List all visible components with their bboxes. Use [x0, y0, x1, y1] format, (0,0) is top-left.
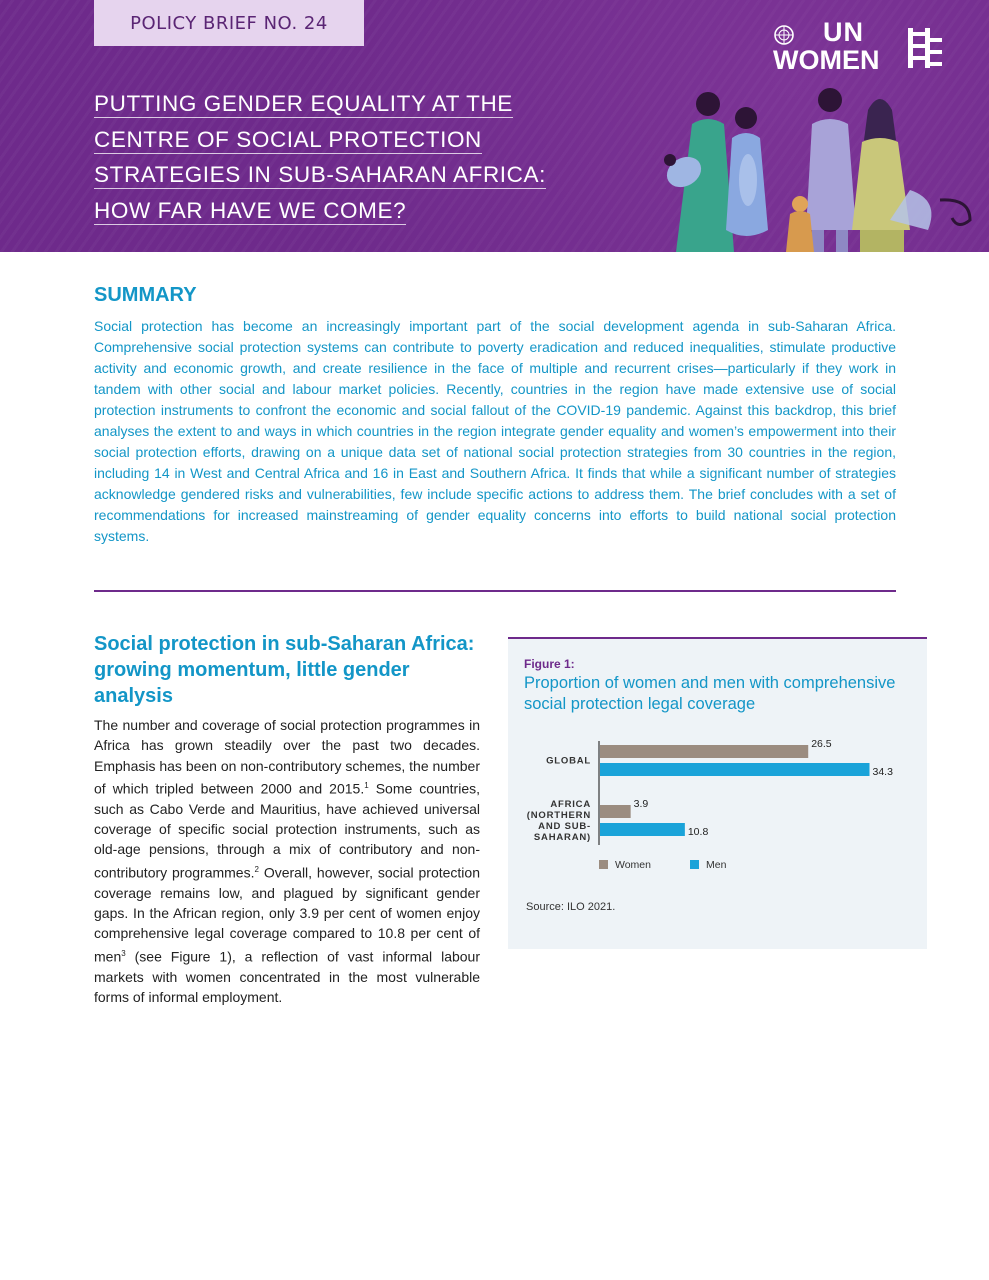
logo-women-text: WOMEN — [773, 45, 880, 75]
paragraph-text: Overall, however, social protection coverage remains low, and plagued by significant gender gaps. In the African region, only 3.9 per cent of women enjoy comprehensive legal coverage compared to 10.8 per cent of men — [94, 864, 480, 965]
chart-category-label: GLOBAL — [546, 755, 591, 767]
figure-source: Source: ILO 2021. — [526, 901, 616, 913]
chart-bar-women — [600, 805, 631, 818]
summary-heading: SUMMARY — [94, 284, 197, 306]
coverage-bar-chart — [508, 729, 927, 879]
chart-bar-women — [600, 745, 808, 758]
summary-paragraph: Social protection has become an increasingly important part of the social development agenda in sub-Saharan Africa. Comprehensive social protection systems can contribute to poverty eradication and reduced inequalities, stimulate productive activity and economic growth, and create resilience in the face of multiple and recurrent crises—particularly if they work in tandem with other social and labour market policies. Recently, countries in the region have made extensive use of social protection instruments to confront the economic and social fallout of the COVID-19 pandemic. Against this backdrop, this brief analyses the extent to and ways in which countries in the region integrate gender equality and women’s empowerment into their social protection efforts, drawing on a unique data set of national social protection strategies from 30 countries in the region, including 14 in West and Central Africa and 16 in East and Southern Africa. It finds that while a significant number of strategies acknowledge gendered risks and vulnerabilities, few include specific actions to address them. The brief concludes with a set of recommendations for increased mainstreaming of gender equality concerns into efforts to build national social protection systems. — [94, 318, 896, 544]
women-group-illustration — [640, 80, 980, 252]
chart-bar-men — [600, 763, 870, 776]
title-line-1: PUTTING GENDER EQUALITY AT THE — [94, 91, 513, 116]
footnote-ref[interactable]: 3 — [121, 948, 126, 958]
logo-un-text: UN — [823, 17, 864, 47]
title-line-4: HOW FAR HAVE WE COME? — [94, 197, 407, 223]
chart-bar-men — [600, 823, 685, 836]
figure-title: Proportion of women and men with comprehensive social protection legal coverage — [524, 674, 896, 713]
legend-swatch-men — [690, 860, 699, 869]
figure-panel — [508, 637, 927, 949]
section-heading: Social protection in sub-Saharan Africa: growing momentum, little gender analysis — [94, 633, 475, 707]
section-paragraph — [94, 715, 480, 1007]
legend-swatch-women — [599, 860, 608, 869]
un-emblem-icon — [773, 24, 795, 46]
policy-brief-label: POLICY BRIEF NO. 24 — [94, 0, 364, 46]
un-women-logo[interactable] — [773, 17, 949, 75]
chart-category-label: AND SUB- — [538, 821, 591, 832]
legend-label-men: Men — [706, 859, 727, 871]
legend-label-women: Women — [615, 859, 651, 871]
section-divider — [94, 590, 896, 592]
figure-label: Figure 1: — [524, 657, 575, 671]
chart-category-label: (NORTHERN — [526, 810, 591, 821]
paragraph-text: (see Figure 1), a reflection of vast informal labour markets with women concentrated in the most vulnerable forms of informal employment. — [94, 948, 480, 1005]
footnote-ref[interactable]: 1 — [364, 780, 369, 790]
chart-data-label: 34.3 — [872, 766, 893, 778]
paragraph-text: The number and coverage of social protection programmes in Africa has grown steadily over the past two decades. Emphasis has been on non-contributory schemes, the number of which tripled between 2000 and 2015. — [94, 717, 480, 797]
chart-data-label: 10.8 — [687, 826, 709, 838]
title-line-2: CENTRE OF SOCIAL PROTECTION — [94, 126, 482, 152]
chart-category-label: AFRICA — [550, 799, 591, 810]
header-banner — [0, 0, 989, 252]
paragraph-text: Some countries, such as Cabo Verde and Mauritius, have achieved universal coverage of specific social protection instruments, such as old-age pensions, through a mix of contributory and non-contributory programmes. — [94, 780, 480, 881]
un-women-emblem-icon — [905, 24, 949, 72]
chart-data-label: 3.9 — [633, 798, 649, 810]
title-line-3: STRATEGIES IN SUB-SAHARAN AFRICA: — [94, 162, 546, 187]
footnote-ref[interactable]: 2 — [254, 864, 259, 874]
chart-category-label: SAHARAN) — [533, 832, 591, 843]
brief-title — [94, 86, 614, 228]
chart-data-label: 26.5 — [811, 738, 832, 750]
